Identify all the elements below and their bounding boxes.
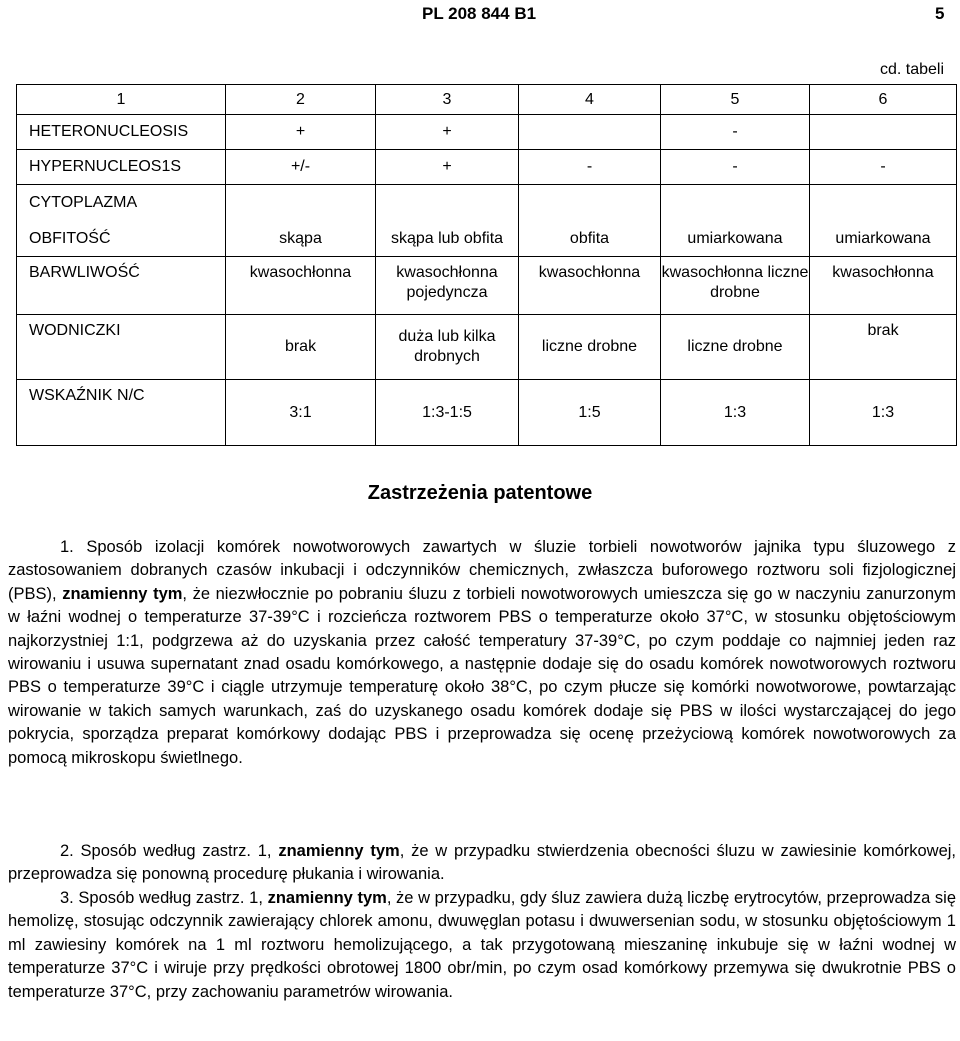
column-number: 4 <box>519 85 661 115</box>
claim-2 <box>8 840 956 887</box>
claim-1-text-rest: , że niezwłocznie po pobraniu śluzu z torbieli nowotworowych umieszcza się go w naczyniu zanurzonym w łaźni wodnej o temperaturze 37-39°C i rozcieńcza roztworem PBS o temperaturze około 37°C, w stosunku objętościowym najkorzystniej 1:1, podgrzewa aż do uzyskania przez całość temperatury 37-39°C, po czym poddaje co najmniej jeden raz wirowaniu i usuwa supernatant znad osadu komórkowego, a następnie dodaje się do osadu komórek nowotworowych roztworu PBS o temperaturze 39°C i ciągle utrzymuje temperaturę około 38°C, po czym płucze się komórki nowotworowe, powtarzając wirowanie w takich samych warunkach, zaś do uzyskanego osadu komórek dodaje się PBS w ilości wystarczającej do jego pokrycia, sporządza preparat komórkowy dodając PBS i przeprowadza się ocenę przeżyciową komórek nowotworowych za pomocą mikroskopu świetlnego. <box>8 584 956 767</box>
row-label: CYTOPLAZMA <box>17 185 226 222</box>
column-number: 2 <box>226 85 376 115</box>
table-cell <box>226 185 376 222</box>
table-cell: + <box>226 115 376 150</box>
claim-1-text: 1. Sposób izolacji komórek nowotworowych zawartych w śluzie torbieli nowotworów jajnika typu śluzowego z zastosowaniem dobranych czasów inkubacji i odczynników chemicznych, zwłaszcza buforowego roztworu soli fizjologicznej (PBS), <box>8 538 956 603</box>
table-cell: + <box>376 115 519 150</box>
claim-3-text: 3. Sposób według zastrz. 1, <box>60 889 263 907</box>
table-cell: skąpa lub obfita <box>376 221 519 257</box>
table-cell <box>661 185 810 222</box>
table-cell: - <box>661 150 810 185</box>
table-cell: kwasochłonna pojedyncza <box>376 257 519 315</box>
table-cell: liczne drobne <box>661 315 810 380</box>
claim-3 <box>8 887 956 1004</box>
table-cell: 1:3 <box>661 380 810 446</box>
table-cell: skąpa <box>226 221 376 257</box>
claim-1-bold: znamienny tym <box>62 584 183 603</box>
row-label: HETERONUCLEOSIS <box>17 115 226 150</box>
claims-title: Zastrzeżenia patentowe <box>367 482 593 504</box>
table-row <box>17 257 957 315</box>
table-row <box>17 115 957 150</box>
page-header <box>0 0 960 30</box>
table-cell <box>810 115 957 150</box>
claim-3-bold: znamienny tym <box>267 889 387 907</box>
claim-3-text-rest: , że w przypadku, gdy śluz zawiera dużą liczbę erytrocytów, przeprowadza się hemolizę, stosując odczynnik zawierający chlorek amonu, dwuwęglan potasu i dwuwersenian sodu, w stosunku objętościowym 1 ml zawiesiny komórek na 1 ml roztworu hemolizującego, a tak przygotowaną mieszaninę inkubuje się w łaźni wodnej w temperaturze 37°C i wiruje przy prędkości obrotowej 1800 obr/min, po czym osad komórkowy przemywa się dwukrotnie PBS o temperaturze 37°C, przy zachowaniu parametrów wirowania. <box>8 889 957 1001</box>
column-number: 3 <box>376 85 519 115</box>
table-cell: umiarkowana <box>661 221 810 257</box>
claim-1 <box>8 536 956 770</box>
column-number: 5 <box>661 85 810 115</box>
table-cell: 1:3 <box>810 380 957 446</box>
table-cell <box>519 185 661 222</box>
row-label: OBFITOŚĆ <box>17 221 226 257</box>
table-cell: brak <box>226 315 376 380</box>
table-cell: kwasochłonna <box>226 257 376 315</box>
table-cell: liczne drobne <box>519 315 661 380</box>
page-number: 5 <box>935 4 945 23</box>
row-label: BARWLIWOŚĆ <box>17 257 226 315</box>
table-cell: 3:1 <box>226 380 376 446</box>
table-continuation-label: cd. tabeli <box>880 61 945 78</box>
table-cell <box>810 185 957 222</box>
claim-2-bold: znamienny tym <box>278 842 400 860</box>
table-row <box>17 315 957 380</box>
table-cell: kwasochłonna liczne drobne <box>661 257 810 315</box>
table-row <box>17 221 957 257</box>
table-cell: - <box>810 150 957 185</box>
table-row <box>17 380 957 446</box>
table-cell: 1:3-1:5 <box>376 380 519 446</box>
patent-number: PL 208 844 B1 <box>422 4 537 23</box>
table-cell: - <box>519 150 661 185</box>
table-cell <box>376 185 519 222</box>
column-number: 6 <box>810 85 957 115</box>
table-cell: + <box>376 150 519 185</box>
table-row <box>17 185 957 222</box>
table-cell: obfita <box>519 221 661 257</box>
claim-2-text: 2. Sposób według zastrz. 1, <box>60 842 272 860</box>
table-cell: - <box>661 115 810 150</box>
table-cell: brak <box>810 315 957 380</box>
table-header-row <box>17 85 957 115</box>
table-row <box>17 150 957 185</box>
table-cell: kwasochłonna <box>519 257 661 315</box>
table-cell: 1:5 <box>519 380 661 446</box>
table-cell <box>519 115 661 150</box>
row-label: WSKAŹNIK N/C <box>17 380 226 446</box>
table-cell: +/- <box>226 150 376 185</box>
column-number: 1 <box>17 85 226 115</box>
row-label: WODNICZKI <box>17 315 226 380</box>
claim-2-text-rest: , że w przypadku stwierdzenia obecności śluzu w zawiesinie komórkowej, przeprowadza się ponowną procedurę płukania i wirowania. <box>8 842 957 884</box>
properties-table <box>16 84 957 446</box>
table-cell: duża lub kilka drobnych <box>376 315 519 380</box>
row-label: HYPERNUCLEOS1S <box>17 150 226 185</box>
table-cell: umiarkowana <box>810 221 957 257</box>
table-cell: kwasochłonna <box>810 257 957 315</box>
